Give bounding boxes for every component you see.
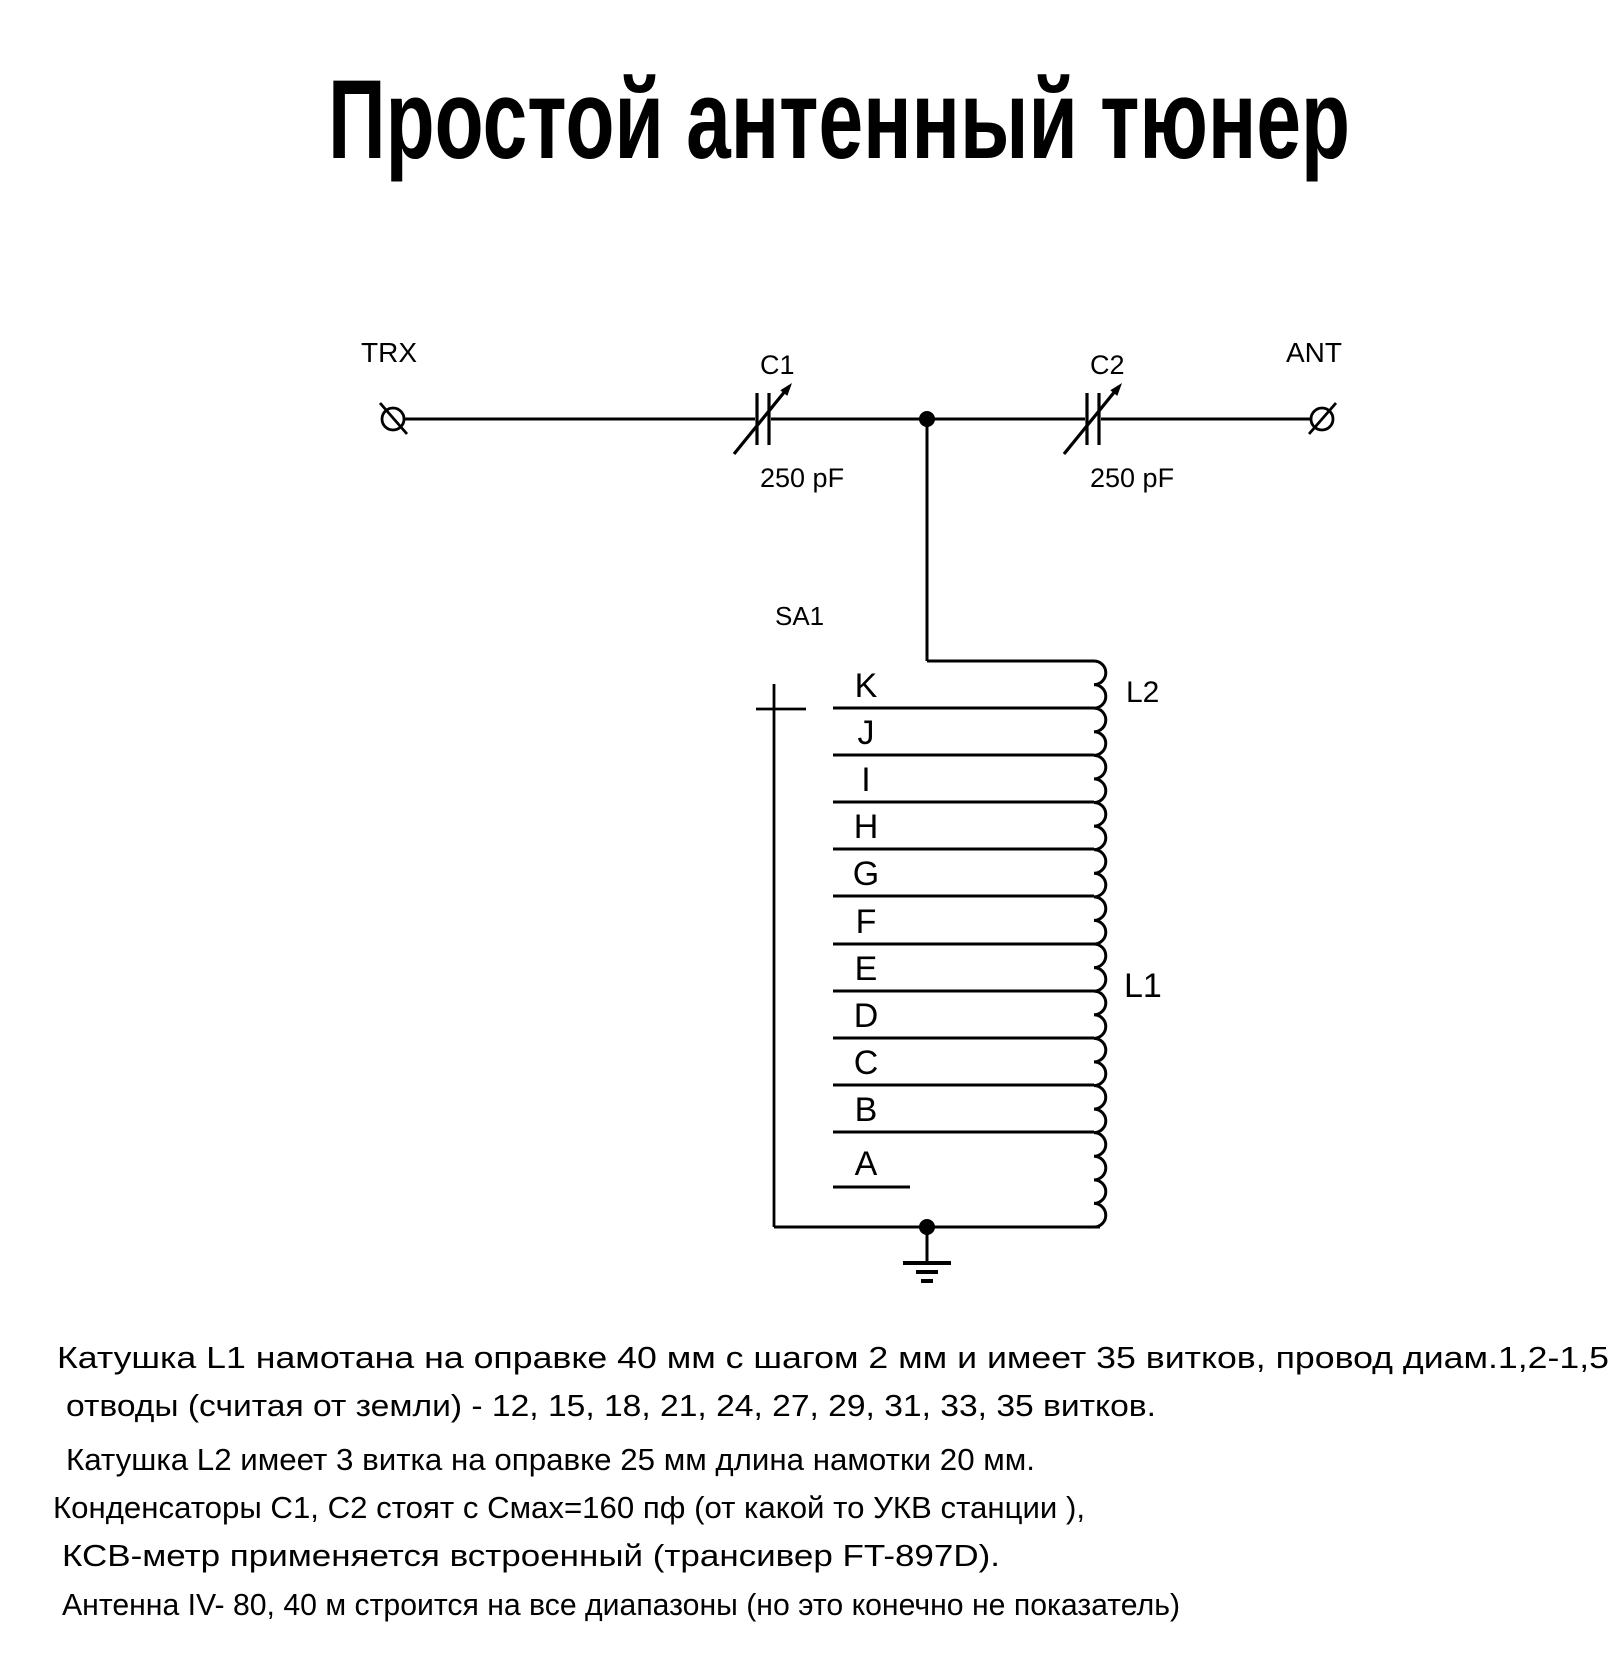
tap-label-c: C [853, 1044, 879, 1082]
ant-terminal-icon [1309, 403, 1336, 434]
l2-coil-label: L2 [1126, 676, 1160, 709]
tap-label-i: I [861, 761, 871, 799]
ground-icon [903, 1227, 951, 1281]
c1-ref-label: C1 [760, 350, 795, 380]
note-line-2: отводы (считая от земли) - 12, 15, 18, 21, 24, 27, 29, 31, 33, 35 витков. [66, 1388, 1156, 1423]
tap-label-f: F [855, 903, 877, 941]
tap-label-h: H [853, 808, 879, 846]
tap-label-j: J [857, 714, 875, 752]
tap-label-a: A [854, 1145, 878, 1183]
note-line-6: Антенна IV- 80, 40 м строится на все диапазоны (но это конечно не показатель) [62, 1587, 1180, 1622]
tap-label-d: D [853, 997, 879, 1035]
note-line-5: КСВ-метр применяется встроенный (трансивер FT-897D). [62, 1538, 1001, 1573]
page-title: Простой антенный тюнер [328, 57, 1350, 182]
trx-terminal-icon [380, 403, 407, 434]
note-line-4: Конденсаторы С1, С2 стоят с Смах=160 пф (от какой то УКВ станции ), [53, 1490, 1085, 1525]
note-line-1: Катушка L1 намотана на оправке 40 мм с шагом 2 мм и имеет 35 витков, провод диам.1,2-1,5 [57, 1340, 1609, 1375]
tap-label-k: K [854, 667, 878, 705]
tap-label-g: G [852, 855, 880, 893]
tap-label-b: B [854, 1091, 878, 1129]
tap-label-e: E [854, 950, 878, 988]
ant-terminal-label: ANT [1286, 337, 1342, 368]
c2-ref-label: C2 [1090, 350, 1125, 380]
coil-winding-icon [1094, 661, 1106, 1227]
c2-value-label: 250 pF [1090, 463, 1175, 493]
trx-terminal-label: TRX [361, 337, 417, 368]
sa1-switch-icon [756, 684, 806, 1227]
sa1-switch-label: SA1 [775, 601, 825, 631]
note-line-3: Катушка L2 имеет 3 витка на оправке 25 мм длина намотки 20 мм. [66, 1442, 1035, 1477]
l1-coil-label: L1 [1124, 967, 1162, 1005]
c1-value-label: 250 pF [760, 463, 845, 493]
junction-dot-top [919, 411, 935, 427]
